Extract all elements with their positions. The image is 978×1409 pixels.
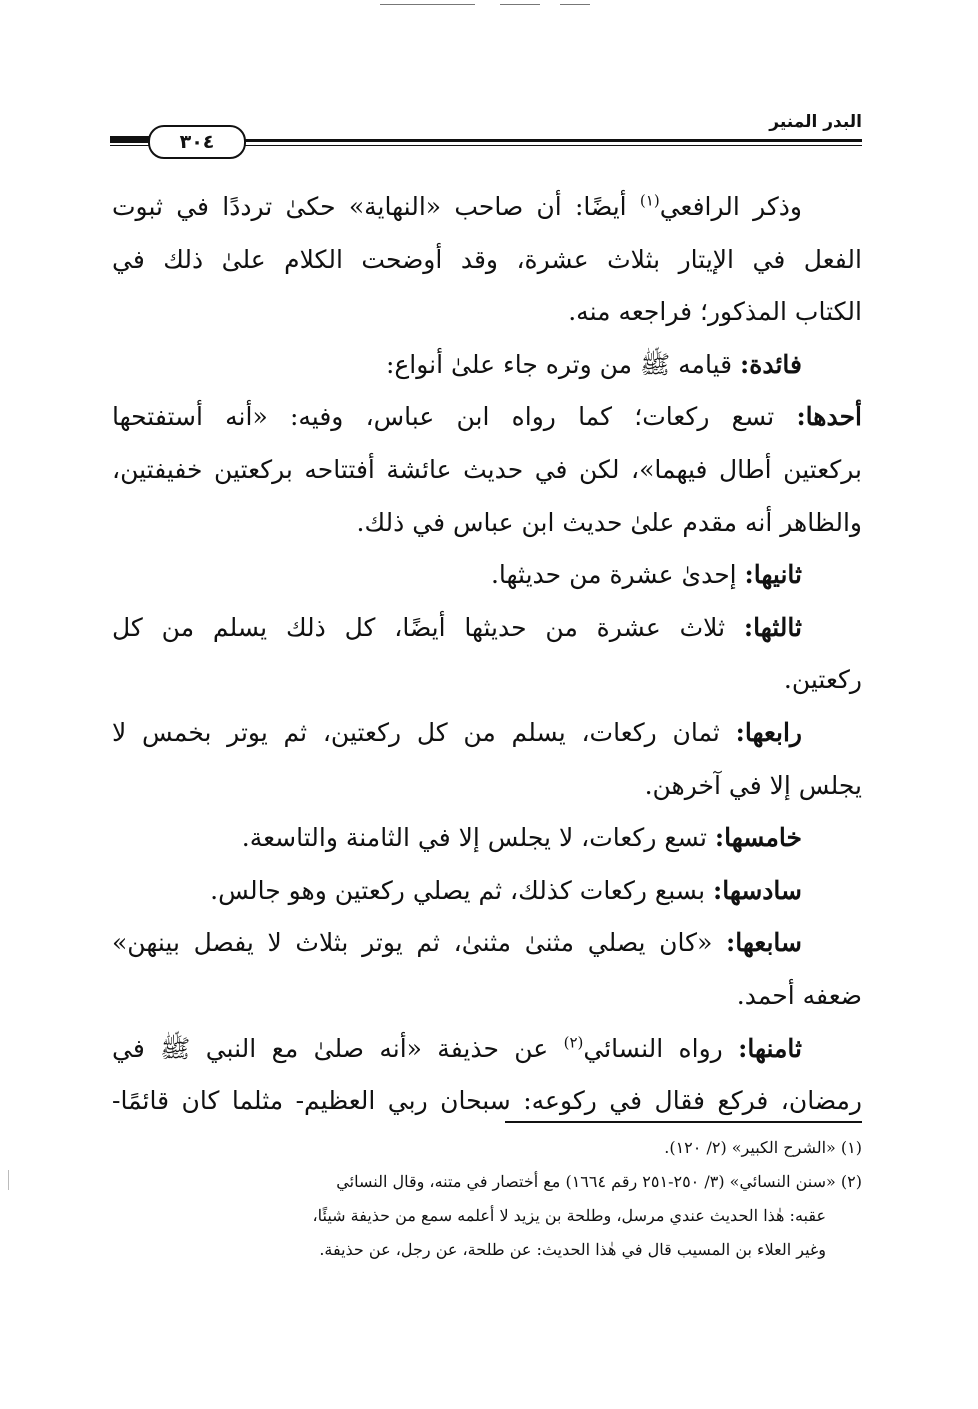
footnotes: [112, 1131, 862, 1267]
text-run: أيضًا: أن صاحب «النهاية» حكىٰ ترددًا في ثبوت: [112, 192, 640, 221]
text-run: «كان يصلي مثنىٰ مثنىٰ، ثم يوتر بثلاث لا يفصل بينهن»: [112, 928, 727, 958]
section-label: ثامنها:: [738, 1033, 802, 1063]
section-label: خامسها:: [714, 823, 802, 853]
text-run: تسع ركعات؛ كما رواه ابن عباس، وفيه: «أنه أستفتحها: [112, 402, 797, 432]
text-run: وذكر الرافعي: [659, 192, 803, 221]
text-run: ثمان ركعات، يسلم من كل ركعتين، ثم يوتر بخمس لا: [112, 717, 736, 747]
text-line: [112, 917, 862, 970]
footnote-ref: (١): [639, 191, 660, 210]
text-line: الفعل في الإيتار بثلاث عشرة، وقد أوضحت الكلام علىٰ ذلك في: [112, 244, 862, 274]
footnote-2-continued: عقبه: هٰذا الحديث عندي مرسل، وطلحة بن يزيد لا أعلمه سمع من حذيفة شيئًا،: [312, 1206, 826, 1225]
text-line: رمضان، فركع فقال في ركوعه: سبحان ربي العظيم- مثلما كان قائمًا-: [112, 1086, 862, 1116]
page-number-tail-thin: [110, 142, 150, 143]
section-label: ثالثها:: [743, 612, 802, 642]
text-line: ركعتين.: [783, 665, 862, 695]
section-label: سابعها:: [726, 928, 802, 958]
footnote-2: (٢) «سنن النسائي» (٣/ ٢٥٠-٢٥١ رقم ١٦٦٤) مع أختصار في متنه، وقال النسائي: [336, 1172, 862, 1191]
page-header: [110, 112, 862, 162]
text-line: [112, 865, 862, 918]
text-line: والظاهر أنه مقدم علىٰ حديث ابن عباس في ذلك.: [356, 507, 862, 537]
page-number: ٣٠٤: [179, 131, 215, 153]
running-title: البدر المنير: [769, 112, 862, 132]
main-text: [112, 181, 862, 1128]
text-run: إحدىٰ عشرة من حديثها.: [490, 560, 745, 590]
page-number-tail: [110, 136, 150, 139]
text-line: بركعتين أطال فيهما»، لكن في حديث عائشة أفتتاحه بركعتين خفيفتين،: [112, 454, 862, 484]
text-line: [112, 602, 862, 655]
text-line: [112, 339, 862, 392]
left-edge-mark: [8, 1170, 9, 1190]
text-line: [112, 181, 862, 234]
text-run: رواه النسائي: [583, 1033, 739, 1063]
footnote-separator: [505, 1121, 862, 1123]
text-line: [112, 549, 862, 602]
footnote-2-continued: وغير العلاء بن المسيب قال في هٰذا الحديث: عن طلحة، عن رجل، عن حذيفة.: [319, 1240, 826, 1259]
text-run: تسع ركعات، لا يجلس إلا في الثامنة والتاسعة.: [241, 823, 715, 853]
text-line: [112, 391, 862, 444]
text-run: عن حذيفة «أنه صلىٰ مع النبي ﷺ في: [112, 1033, 564, 1063]
top-edge-marks: [0, 4, 978, 10]
footnote-ref: (٢): [563, 1033, 584, 1052]
text-run: قيامه ﷺ من وتره جاء علىٰ أنواع:: [385, 349, 741, 379]
section-label: أحدها:: [796, 402, 862, 432]
section-label: رابعها:: [735, 717, 802, 747]
text-run: بسبع ركعات كذلك، ثم يصلي ركعتين وهو جالس.: [210, 875, 713, 905]
text-line: [112, 812, 862, 865]
section-label: سادسها:: [712, 875, 802, 905]
section-label: فائدة:: [740, 349, 802, 379]
page-number-frame: [148, 125, 246, 159]
text-line: الكتاب المذكور؛ فراجعه منه.: [568, 297, 862, 327]
text-line: يجلس إلا في آخرهن.: [644, 770, 862, 800]
text-run: ثلاث عشرة من حديثها أيضًا، كل ذلك يسلم من كل: [112, 612, 744, 642]
section-label: ثانيها:: [744, 560, 802, 590]
text-line: [112, 1023, 862, 1076]
text-line: [112, 707, 862, 760]
text-line: ضعفه أحمد.: [736, 980, 862, 1010]
footnote-1: (١) «الشرح الكبير» (٢/ ١٢٠).: [664, 1138, 862, 1157]
